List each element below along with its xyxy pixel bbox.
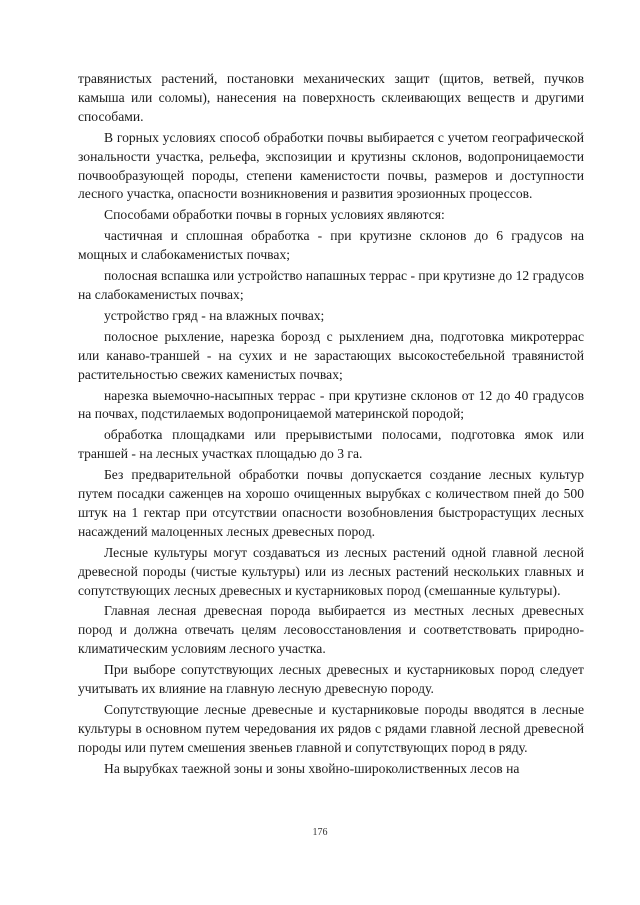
paragraph: В горных условиях способ обработки почвы выбирается с учетом географической зональности участка, рельефа, экспозиции и крутизны склонов, водопроницаемости почвообразующей породы, степени каменистости почвы, размеров и доступности лесного участка, опасности возникновения и развития эрозионных процессов. <box>78 129 584 202</box>
paragraph: частичная и сплошная обработка - при крутизне склонов до 6 градусов на мощных и слабокаменистых почвах; <box>78 228 584 263</box>
paragraph: обработка площадками или прерывистыми полосами, подготовка ямок или траншей - на лесных участках площадью до 3 га. <box>78 427 584 462</box>
paragraph: нарезка выемочно-насыпных террас - при крутизне склонов от 12 до 40 градусов на почвах, подстилаемых водопроницаемой материнской породой; <box>78 387 584 422</box>
paragraph: При выборе сопутствующих лесных древесных и кустарниковых пород следует учитывать их влияние на главную лесную древесную породу. <box>78 662 584 697</box>
paragraph: Способами обработки почвы в горных условиях являются: <box>104 207 445 223</box>
paragraph: Лесные культуры могут создаваться из лесных растений одной главной лесной древесной породы (чистые культуры) или из лесных растений нескольких главных и сопутствующих лесных древесных и кустарниковых пород (смешанные культуры). <box>78 544 584 598</box>
page-number: 176 <box>312 827 328 838</box>
paragraph: устройство гряд - на влажных почвах; <box>104 307 325 323</box>
paragraph: Сопутствующие лесные древесные и кустарниковые породы вводятся в лесные культуры в основном путем чередования их рядов с рядами главной лесной древесной породы или путем смешения звеньев главной и сопутствующих пород в ряду. <box>78 702 584 755</box>
paragraph: На вырубках таежной зоны и зоны хвойно-широколиственных лесов на <box>104 760 520 776</box>
paragraph: полосная вспашка или устройство напашных террас - при крутизне до 12 градусов на слабокаменистых почвах; <box>78 268 584 302</box>
paragraph: Без предварительной обработки почвы допускается создание лесных культур путем посадки саженцев на хорошо очищенных вырубках с количеством пней до 500 штук на 1 гектар при отсутствии опасности возобновления быстрорастущих лесных насаждений малоценных лесных древесных пород. <box>78 467 584 539</box>
paragraph: травянистых растений, постановки механических защит (щитов, ветвей, пучков камыша или соломы), нанесения на поверхность склеивающих веществ и другими способами. <box>78 71 584 124</box>
document-body <box>78 70 584 781</box>
paragraph: полосное рыхление, нарезка борозд с рыхлением дна, подготовка микротеррас или канаво-траншей - на сухих и не зарастающих высокостебельной травянистой растительностью свежих каменистых почвах; <box>78 328 584 382</box>
paragraph: Главная лесная древесная порода выбирается из местных лесных древесных пород и должна отвечать целям лесовосстановления и соответствовать природно-климатическим условиям лесного участка. <box>78 603 584 657</box>
